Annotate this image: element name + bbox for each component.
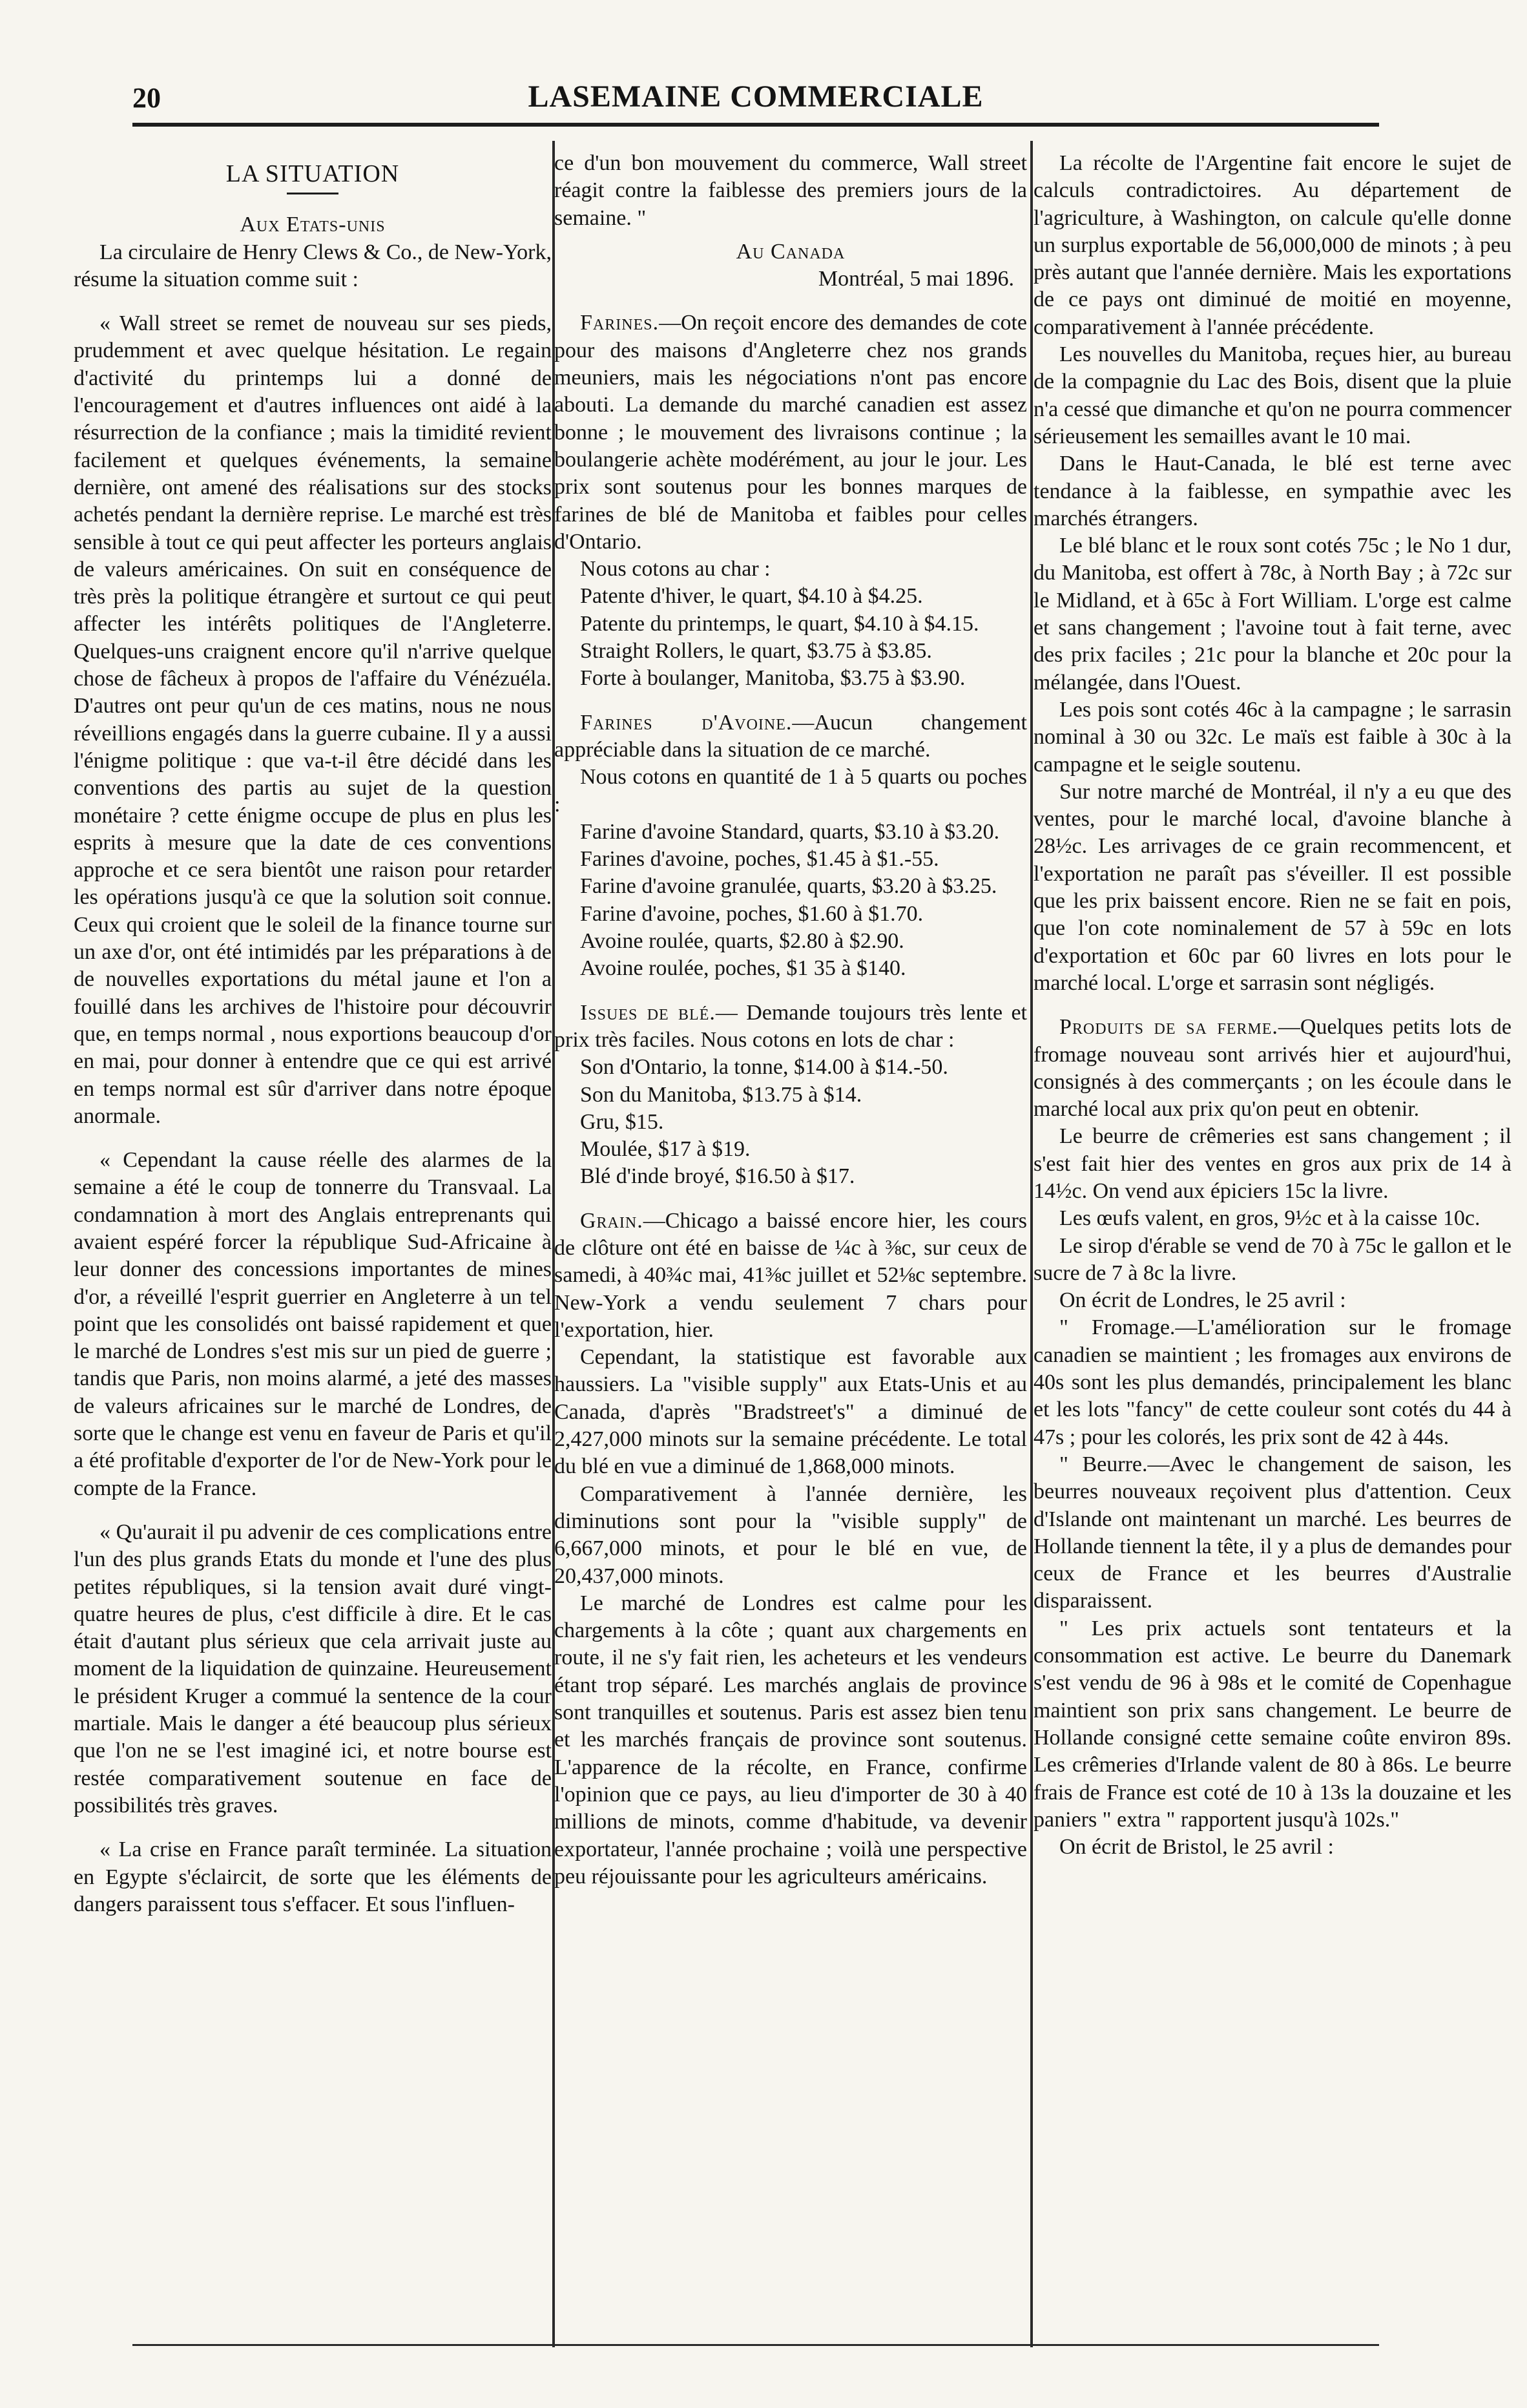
subhead-etats-unis: Aux Etats-unis — [240, 213, 386, 237]
paragraph: Nous cotons en quantité de 1 à 5 quarts ou poches : — [554, 765, 1027, 817]
journal-title: LASEMAINE COMMERCIALE — [528, 79, 984, 114]
price-line: Patente d'hiver, le quart, $4.10 à $4.25. — [580, 584, 923, 609]
paragraph: " Fromage.—L'amélioration sur le fromage canadien se maintient ; les fromages aux environs de 40s sont les plus demandés, principalement les blanc et les lots "fancy" de cette couleur sont cotés du 44 à 47s ; pour les colorés, les prix sont de 42 à 44s. — [1034, 1315, 1511, 1449]
paragraph: Les nouvelles du Manitoba, reçues hier, au bureau de la compagnie du Lac des Bois, disent que la pluie n'a cessé que dimanche et qu'on ne pourra commencer sérieusement les semailles avant le 10 mai. — [1034, 342, 1511, 448]
paragraph: Nous cotons au char : — [580, 557, 771, 581]
price-line: Gru, $15. — [580, 1109, 664, 1134]
paragraph-avoine — [554, 709, 1027, 764]
price-line: Farine d'avoine, poches, $1.60 à $1.70. — [580, 901, 924, 926]
paragraph: On écrit de Londres, le 25 avril : — [1059, 1288, 1346, 1313]
column-divider-2 — [1030, 141, 1033, 2347]
price-line: Son du Manitoba, $13.75 à $14. — [580, 1082, 862, 1107]
rubric-label: Issues de blé. — [580, 1000, 716, 1025]
price-line: Farine d'avoine granulée, quarts, $3.20 à $3.25. — [580, 874, 997, 899]
price-line: Avoine roulée, quarts, $2.80 à $2.90. — [580, 929, 904, 954]
price-line: Farines d'avoine, poches, $1.45 à $1.-55. — [580, 847, 939, 872]
paragraph: « Qu'aurait il pu advenir de ces complications entre l'un des plus grands Etats du monde et l'une des plus petites républiques, si la tension avait duré vingt-quatre heures de plus, c'est difficile à dire. Et le cas était d'autant plus sérieux que cela arrivait juste au moment de la liquidation de quinzaine. Heureusement le président Kruger a commué la sentence de la cour martiale. Mais le danger a été beaucoup plus sérieux que l'on ne se l'est imaginé ici, et notre bourse est restée comparativement soutenue en face de possibilités très graves. — [74, 1520, 552, 1817]
paragraph: Sur notre marché de Montréal, il n'y a eu que des ventes, pour le marché local, d'avoine blanche à 28½c. Les arrivages de ce grain recommencent, et l'exportation ne paraît pas s'éveiller. Il est possible que les prix baissent encore. Rien ne se fait en pois, que l'on cote nominalement de 57 à 59c en lots d'exportation et 60c par 60 livres en lots pour le marché local. L'orge et sarrasin sont négligés. — [1034, 779, 1511, 995]
paragraph-farines — [554, 309, 1027, 556]
section-title: LA SITUATION — [225, 160, 400, 187]
paragraph: On écrit de Bristol, le 25 avril : — [1059, 1835, 1334, 1859]
paragraph: Le blé blanc et le roux sont cotés 75c ; le No 1 dur, du Manitoba, est offert à 78c, à North Bay ; à 72c sur le Midland, et à 65c à Fort William. L'orge est calme et sans changement ; l'avoine tout à fait terne, avec des prix faciles ; 21c pour la blanche et 20c pour la mélangée, dans l'Ouest. — [1034, 534, 1511, 695]
paragraph: " Les prix actuels sont tentateurs et la consommation est active. Le beurre du Danemark s'est vendu de 96 à 98s et le comité de Copenhague maintient son prix sans changement. Le beurre de Hollande consigné cette semaine coûte environ 89s. Les crêmeries d'Irlande valent de 80 à 86s. Le beurre frais de France est coté de 10 à 13s la douzaine et les paniers " extra " rapportent jusqu'à 102s." — [1034, 1616, 1511, 1832]
paragraph: " Beurre.—Avec le changement de saison, les beurres nouveaux reçoivent plus d'attention. Ceux d'Islande ont maintenant un marché. Les beurres de Hollande tiennent la tête, il y a plus de demandes pour ceux de France et les beurres d'Australie disparaissent. — [1034, 1452, 1511, 1613]
page-number: 20 — [132, 82, 161, 114]
paragraph: Les pois sont cotés 46c à la campagne ; le sarrasin nominal à 30 ou 32c. Le maïs est faible à 30c à la campagne et le seigle soutenu. — [1034, 697, 1511, 777]
rubric-text: —Aucun changement appréciable dans la situation de ce marché. — [554, 710, 1027, 762]
paragraph-grain — [554, 1208, 1027, 1344]
column-3 — [1034, 150, 1511, 1861]
header-rule — [132, 123, 1379, 127]
paragraph: Les œufs valent, en gros, 9½c et à la caisse 10c. — [1059, 1206, 1480, 1231]
paragraph: Dans le Haut-Canada, le blé est terne avec tendance à la faiblesse, en sympathie avec les marchés étrangers. — [1034, 452, 1511, 530]
rubric-label: Farines. — [580, 311, 660, 335]
rubric-text: —Chicago a baissé encore hier, les cours de clôture ont été en baisse de ¼c à ⅜c, sur ceux de samedi, à 40¾c mai, 41⅜c juillet et 52⅛c septembre. New-York a vendu seulement 7 chars pour l'exportation, hier. — [554, 1208, 1027, 1342]
bottom-rule — [132, 2344, 1379, 2346]
price-line: Son d'Ontario, la tonne, $14.00 à $14.-50. — [580, 1055, 948, 1080]
paragraph: La récolte de l'Argentine fait encore le sujet de calculs contradictoires. Au département de l'agriculture, à Washington, on calcule qu'elle donne un surplus exportable de 56,000,000 de minots ; à peu près autant que l'année dernière. Mais les exportations de ce pays ont diminué de moitié en moyenne, comparativement à l'année précédente. — [1034, 151, 1511, 339]
paragraph: « Cependant la cause réelle des alarmes de la semaine a été le coup de tonnerre du Transvaal. La condamnation à mort des Anglais entreprenants qui avaient espéré forcer la république Sud-Africaine à leur donner des concessions importantes de mines d'or, a réveillé l'esprit guerrier en Angleterre à un tel point que les consolidés ont baissé rapidement et que le marché de Londres s'est mis sur un pied de guerre ; tandis que Paris, non moins alarmé, a jeté des masses de valeurs africaines sur le marché de Londres, de sorte que le change est venu en faveur de Paris et qu'il a été profitable d'exporter de l'or de New-York pour le compte de la France. — [74, 1148, 552, 1500]
dateline: Montréal, 5 mai 1896. — [818, 267, 1014, 291]
paragraph-issues — [554, 1000, 1027, 1054]
price-line: Blé d'inde broyé, $16.50 à $17. — [580, 1164, 855, 1189]
paragraph: Cependant, la statistique est favorable aux haussiers. La "visible supply" aux Etats-Unis et au Canada, d'après "Bradstreet's" a diminué de 2,427,000 minots sur la semaine précédente. Le total du blé en vue a diminué de 1,868,000 minots. — [554, 1345, 1027, 1479]
price-line: Avoine roulée, poches, $1 35 à $140. — [580, 956, 906, 981]
rubric-label: Grain. — [580, 1208, 643, 1233]
price-line: Forte à boulanger, Manitoba, $3.75 à $3.90. — [580, 666, 966, 691]
paragraph: Comparativement à l'année dernière, les diminutions sont pour la "visible supply" de 6,667,000 minots, et pour le blé en vue, de 20,437,000 minots. — [554, 1481, 1027, 1588]
paragraph: Le beurre de crêmeries est sans changement ; il s'est fait hier des ventes en gros aux prix de 14 à 14½c. On vend aux épiciers 15c la livre. — [1034, 1124, 1511, 1203]
paragraph-produits — [1034, 1014, 1511, 1123]
paragraph: ce d'un bon mouvement du commerce, Wall street réagit contre la faiblesse des premiers jours de la semaine. " — [554, 151, 1027, 230]
price-line: Straight Rollers, le quart, $3.75 à $3.85. — [580, 639, 932, 664]
paragraph: La circulaire de Henry Clews & Co., de New-York, résume la situation comme suit : — [74, 240, 552, 291]
column-2 — [554, 150, 1027, 1890]
price-line: Moulée, $17 à $19. — [580, 1137, 751, 1162]
column-1 — [74, 150, 552, 1918]
rubric-label: Farines d'Avoine. — [580, 710, 793, 735]
paragraph: « La crise en France paraît terminée. La situation en Egypte s'éclaircit, de sorte que les éléments de dangers paraissent tous s'effacer. Et sous l'influen- — [74, 1837, 552, 1916]
title-rule — [287, 193, 338, 194]
price-line: Farine d'avoine Standard, quarts, $3.10 à $3.20. — [580, 819, 1000, 844]
rubric-text: —On reçoit encore des demandes de cote pour des maisons d'Angleterre chez nos grands meuniers, mais les négociations n'ont pas encore abouti. La demande du marché canadien est assez bonne ; le mouvement des livraisons continue ; la boulangerie achète modérément, au jour le jour. Les prix sont soutenus pour les bonnes marques de farines de blé de Manitoba et faibles pour celles d'Ontario. — [554, 311, 1027, 554]
paragraph: Le sirop d'érable se vend de 70 à 75c le gallon et le sucre de 7 à 8c la livre. — [1034, 1233, 1511, 1285]
page-header — [132, 76, 1379, 121]
rubric-text: —Quelques petits lots de fromage nouveau sont arrivés hier et aujourd'hui, consignés à des commerçants ; on les écoule dans le marché local aux prix qu'on peut en obtenir. — [1034, 1015, 1511, 1122]
rubric-text: — Demande toujours très lente et prix très faciles. Nous cotons en lots de char : — [554, 1000, 1028, 1052]
price-line: Patente du printemps, le quart, $4.10 à $4.15. — [580, 611, 979, 636]
paragraph: Le marché de Londres est calme pour les chargements à la côte ; quant aux chargements en route, il ne s'y fait rien, les acheteurs et les vendeurs étant trop séparé. Les marchés anglais de province sont tranquilles et soutenus. Paris est assez bien tenu et les marchés français de province sont soutenus. L'apparence de la récolte, en France, confirme l'opinion que ce pays, au lieu d'importer de 30 à 40 millions de minots, comme d'habitude, va devenir exportateur, l'année prochaine ; voilà une perspective peu réjouissante pour les agriculteurs américains. — [554, 1591, 1027, 1889]
paragraph: « Wall street se remet de nouveau sur ses pieds, prudemment et avec quelque hésitation. Le regain d'activité du printemps lui a donné de l'encouragement et d'autres influences ont aidé à la résurrection de la confiance ; mais la timidité revient facilement et quelques événements, la semaine dernière, ont amené des réalisations sur des stocks achetés pendant la dernière reprise. Le marché est très sensible à tout ce qui peut affecter les porteurs anglais de valeurs américaines. On suit en conséquence de très près la politique étrangère et surtout ce qui peut affecter les intérêts politiques de l'Angleterre. Quelques-uns craignent encore qu'il n'arrive quelque chose de fâcheux à propos de l'affaire du Vénézuéla. D'autres ont peur qu'un de ces matins, nous ne nous réveillions engagés dans la guerre cubaine. Il y a aussi l'énigme politique : que va-t-il être décidé dans les conventions des partis au sujet de la question monétaire ? cette énigme occupe de plus en plus les esprits à mesure que la date de ces conventions approche et ce sera bientôt une raison pour retarder les opérations jusqu'à ce que la solution soit connue. Ceux qui croient que le soleil de la finance tourne sur un axe d'or, ont été intimidés par les préparations à de de nouvelles exportations du métal jaune et l'on a fouillé dans les archives de l'histoire pour découvrir que, en temps normal , nous exportions beaucoup d'or en mai, pour donner à entendre que ce qui est arrivé en temps normal est sûr d'arriver dans notre époque anormale. — [74, 311, 552, 1128]
subhead-canada: Au Canada — [736, 239, 846, 264]
rubric-label: Produits de sa ferme. — [1059, 1015, 1278, 1040]
